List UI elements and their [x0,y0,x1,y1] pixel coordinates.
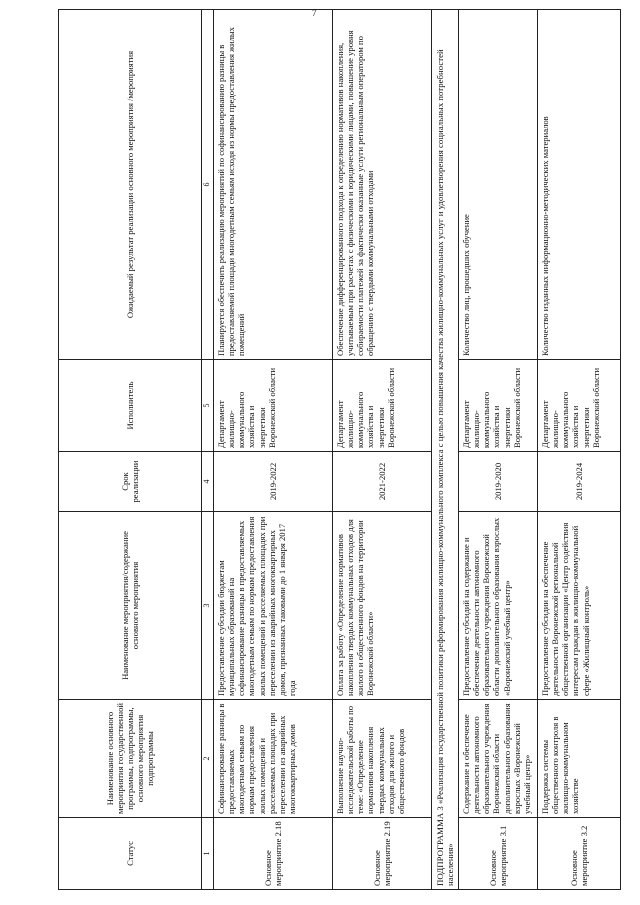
row-content: Предоставление субсидий на содержание и обеспечение деятельности автономного образовательного учреждения Воронежской области дополнительного образования взрослых «Воронежский учебный центр» [459,512,538,700]
header-result: Ожидаемый результат реализации основного мероприятия /мероприятия [59,10,202,360]
column-number-row [202,10,214,890]
row-executor: Департамент жилищно-коммунального хозяйства и энергетики Воронежской области [459,360,538,452]
header-term: Срок реализации [59,452,202,512]
row-status: Основное мероприятие 3.1 [459,818,538,890]
col-num: 5 [202,360,214,452]
header-row [59,10,202,890]
row-name: Софинансирование разницы в предоставляемых многодетным семьям по нормам предоставления жилых помещений и расселяемых площадях при переселении из аварийных многоквартирных домов [214,700,333,818]
row-name: Поддержка системы общественного контроля в жилищно-коммунальном хозяйстве [538,700,621,818]
col-num: 2 [202,700,214,818]
header-status: Статус [59,818,202,890]
table-row [459,10,538,890]
row-executor: Департамент жилищно-коммунального хозяйства и энергетики Воронежской области [333,360,432,452]
subprogram-title: ПОДПРОГРАММА 3 «Реализация государственной политики реформирования жилищно-коммунального комплекса с целью повышения качества жилищно-коммунальных услуг и удовлетворения социальных потребностей населения» [432,10,459,890]
row-status: Основное мероприятие 2.19 [333,818,432,890]
col-num: 3 [202,512,214,700]
row-term: 2021-2022 [333,452,432,512]
col-num: 4 [202,452,214,512]
row-term: 2019-2020 [459,452,538,512]
row-content: Оплата за работу «Определение нормативов накопления твердых коммунальных отходов для жилого и общественного фондов на территории Воронежской области» [333,512,432,700]
row-status: Основное мероприятие 2.18 [214,818,333,890]
page-number: 7 [312,8,317,18]
table-row [333,10,432,890]
col-num: 1 [202,818,214,890]
header-content: Наименование мероприятия/содержание основного мероприятия [59,512,202,700]
row-result: Обеспечение дифференцированного подхода к определению нормативов накопления, учитываемым при расчетах с физическими и юридическими лицами, повышение уровня собираемости платежей за фактически оказанные услуги региональным оператором по обращению с твердыми коммунальными отходами [333,10,432,360]
row-name: Выполнение научно-исследовательской работы по теме: «Определение нормативов накопления твердых коммунальных отходов для жилого и общественного фондов [333,700,432,818]
row-result: Планируется обеспечить реализацию мероприятий по софинансированию разницы в предоставляемой площади многодетным семьям исходя из нормы предоставления жилых помещений [214,10,333,360]
rotated-page [58,10,623,890]
row-content: Предоставление субсидии бюджетам муниципальных образований на софинансирование разницы в предоставляемых многодетным семьям по нормам предоставления жилых помещений и расселяемых площадях при переселении из аварийных многоквартирных домов, признанных таковыми до 1 января 2017 года [214,512,333,700]
col-num: 6 [202,10,214,360]
row-content: Предоставление субсидии на обеспечение деятельности Воронежской региональной общественной организации «Центр содействия интересам граждан в жилищно-коммунальной сфере «Жилищный контроль» [538,512,621,700]
program-table [58,9,621,890]
table-row [214,10,333,890]
header-executor: Исполнитель [59,360,202,452]
table-row [538,10,621,890]
row-term: 2019-2024 [538,452,621,512]
row-status: Основное мероприятие 3.2 [538,818,621,890]
row-executor: Департамент жилищно-коммунального хозяйства и энергетики Воронежской области [214,360,333,452]
row-name: Содержание и обеспечение деятельности автономного образовательного учреждения Воронежской области дополнительного образования взрослых «Воронежский учебный центр» [459,700,538,818]
row-executor: Департамент жилищно-коммунального хозяйства и энергетики Воронежской области [538,360,621,452]
row-result: Количество изданных информационно-методических материалов [538,10,621,360]
header-name: Наименование основного мероприятия государственной программы, подпрограммы, основного мероприятия подпрограммы [59,700,202,818]
row-term: 2019-2022 [214,452,333,512]
row-result: Количество лиц, прошедших обучение [459,10,538,360]
section-row [432,10,459,890]
